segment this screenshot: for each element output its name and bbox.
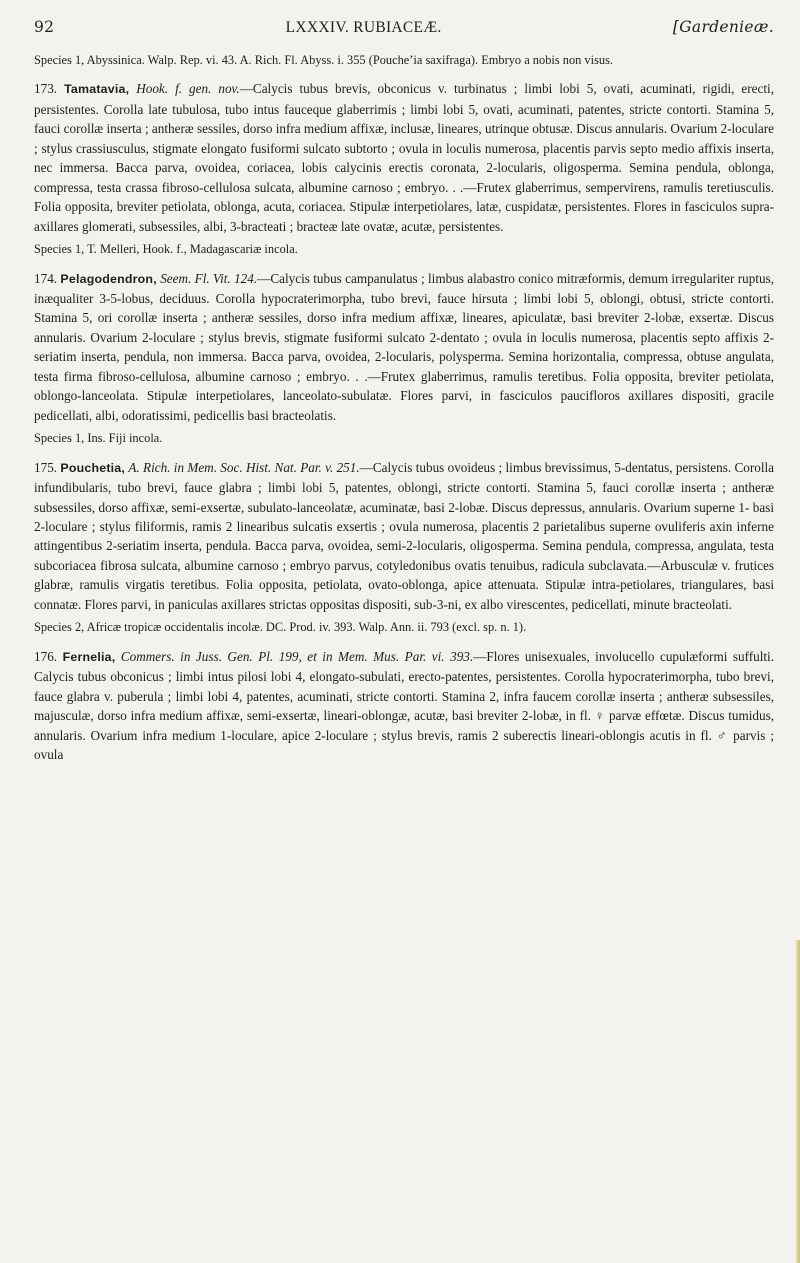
entry-number: 175. (34, 459, 58, 475)
body-text (34, 51, 774, 764)
genus-description: —Calycis tubus brevis, obconicus v. turbinatus ; limbi lobi 5, ovati, acuminati, rigidi, erecti, persistentes. Corolla late tubulosa, tubo intus fauceque glaberrimis ; limbi lobi 5, ovati, acuminati, patentes, stricte contorti. Stamina 5, fauci corollæ inserta ; antheræ sessiles, dorso infra medium affixæ, inclusæ, lineares, utrinque obtusæ. Discus annularis. Ovarium 2-loculare ; stylus crassiusculus, stigmate elongato fusiformi sulcato subtorto ; ovula in loculis numerosa, placentis parvis septo medio affixis inserta, nec immersa. Bacca parva, ovoidea, coriacea, lobis calycinis erectis coronata, 2-locularis, oligosperma. Semina pendula, oblonga, compressa, testa crassa fibroso-cellulosa sulcata, albumine carnoso ; embryo. . .—Frutex glaberrimus, sempervirens, ramulis teretiusculis. Folia opposita, breviter petiolata, oblonga, acuta, coriacea. Stipulæ interpetiolares, latæ, cuspidatæ, persistentes. Flores in fasciculos supra-axillares glomerati, subsessiles, albi, 3-bracteati ; bracteæ late ovatæ, acutæ, persistentes. (34, 81, 775, 234)
genus-entry-174 (34, 269, 774, 426)
genus-entry-176 (34, 647, 774, 765)
genus-name: Fernelia, (62, 649, 116, 664)
species-note-175: Species 2, Africæ tropicæ occidentalis incolæ. DC. Prod. iv. 393. Walp. Ann. ii. 793 (excl. sp. n. 1). (34, 620, 527, 635)
genus-description: —Flores unisexuales, involucello cupulæformi suffulti. Calycis tubus obconicus ; limbi intus pilosi lobi 4, elongato-subulati, erecto-patentes, persistentes. Corolla hypocraterimorpha, tubo brevi, fauce glabra v. puberula ; limbi lobi 4, patentes, acuminati, stricte contorti. Stamina 2, infra faucem corollæ inserta ; antheræ subsessiles, majusculæ, dorso infra medium affixæ, semi-exsertæ, lineari-oblongæ, acutæ, basi breviter 2-lobæ, in fl. ♀ parvæ effœtæ. Discus tumidus, annularis. Ovarium infra medium 1-loculare, apice 2-loculare ; stylus brevis, ramis 2 suberectis lineari-oblongis acutis in fl. ♂ parvis ; ovula (34, 648, 775, 762)
entry-number: 174. (34, 270, 58, 286)
page-number: 92 (34, 18, 55, 36)
chapter-title: LXXXIV. RUBIACEÆ. (285, 19, 442, 36)
intro-species-line: Species 1, Abyssinica. Walp. Rep. vi. 43. A. Rich. Fl. Abyss. i. 355 (Pouche’ia saxifraga). Embryo a nobis non visus. (34, 53, 614, 67)
entry-number: 173. (34, 81, 58, 97)
genus-description: —Calycis tubus campanulatus ; limbus alabastro conico mitræformis, demum irregulariter ruptus, inæqualiter 3-5-lobus, deciduus. Corolla hypocraterimorpha, tubo brevi, fauce hirsuta ; limbi lobi 5, oblongi, obtusi, stricte contorti. Stamina 5, ori corollæ inserta ; antheræ sessiles, dorso infra medium affixæ, lineares, apiculatæ, basi breviter 2-lobæ, exsertæ. Discus annularis. Ovarium 2-loculare ; stylus brevis, stigmate fusiformi sulcato 2-dentato ; ovula in loculis numerosa, placentis septo affixis 2-seriatim inserta, pendula, non immersa. Bacca parva, ovoidea, 2-locularis, polysperma. Semina horizontalia, compressa, obtuse angulata, testa firma fibroso-cellulosa, albumine carnoso ; embryo. . .—Frutex glaberrimus, ramulis teretibus. Folia opposita, breviter petiolata, oblongo-lanceolata. Stipulæ interpetiolares, lanceolato-subulatæ. Flores parvi, in fasciculos paucifloros axillares dispositi, gracile pedicellati, albi, odoratissimi, pedicellis basi bracteolatis. (34, 270, 775, 423)
genus-authority: Commers. in Juss. Gen. Pl. 199, et in Mem. Mus. Par. vi. 393. (120, 648, 474, 664)
genus-authority: A. Rich. in Mem. Soc. Hist. Nat. Par. v. 251. (128, 459, 360, 475)
species-note-173: Species 1, T. Melleri, Hook. f., Madagascariæ incola. (34, 242, 298, 257)
genus-entry-175 (34, 458, 774, 615)
genus-authority: Seem. Fl. Vit. 124. (160, 270, 258, 286)
running-head (34, 18, 774, 37)
genus-authority: Hook. f. gen. nov. (136, 81, 240, 97)
genus-name: Pouchetia, (60, 460, 126, 475)
section-title: [Gardenieæ. (672, 18, 774, 36)
genus-name: Pelagodendron, (60, 271, 157, 286)
page-edge-shading (795, 940, 800, 1263)
genus-description: —Calycis tubus ovoideus ; limbus brevissimus, 5-dentatus, persistens. Corolla infundibularis, tubo brevi, fauce glabra ; limbi lobi 5, patentes, oblongi, stricte contorti. Stamina 5, fauci corollæ inserta ; antheræ subsessiles, dorso affixæ, semi-exsertæ, subulato-lanceolatæ, acuminatæ, basi 2-lobæ. Discus depressus, annularis. Ovarium superne 1- basi 2-loculare ; stylus filiformis, ramis 2 linearibus sulcatis exsertis ; ovula numerosa, placentis 2 parietalibus superne ovuliferis axin inferne attingentibus 2-seriatim inserta, pendula. Bacca parva, ovoidea, semi-2-locularis, oligosperma. Semina pendula, compressa, angulata, testa subcoriacea fibrosa sulcata, albumine carnoso ; embryo parvus, cotyledonibus ovatis tenuibus, radicula subclavata.—Arbusculæ v. frutices glabræ, ramulis virgatis teretibus. Folia opposita, petiolata, ovato-oblonga, apice attenuata. Stipulæ intra-petiolares, triangulares, basi connatæ. Flores parvi, in paniculas axillares strictas oppositas dispositi, sub-3-ni, ex albo virescentes, pedicellati, minute bracteolati. (34, 459, 775, 612)
genus-name: Tamatavia, (64, 82, 130, 97)
genus-entry-173 (34, 79, 774, 236)
entry-number: 176. (34, 648, 58, 664)
species-note-174: Species 1, Ins. Fiji incola. (34, 431, 163, 446)
